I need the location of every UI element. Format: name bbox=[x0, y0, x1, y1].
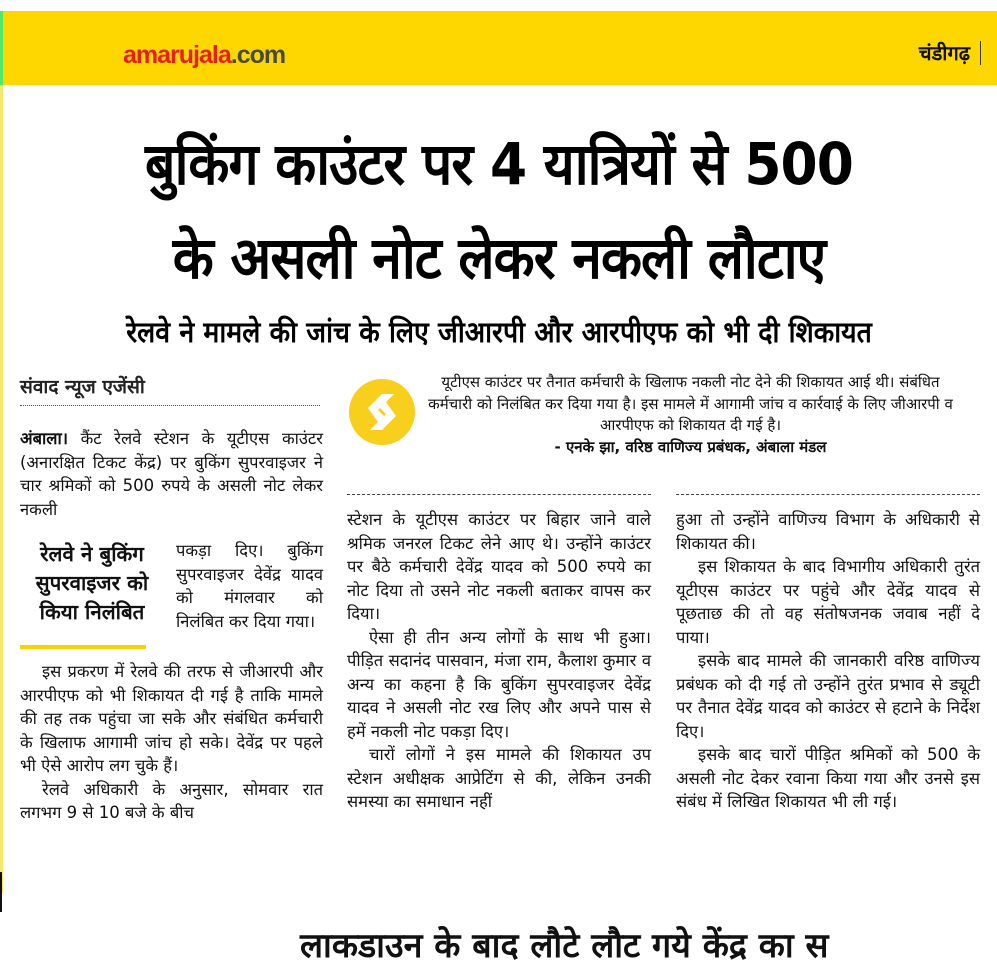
masthead-bar bbox=[0, 11, 997, 85]
site-logo[interactable] bbox=[123, 41, 285, 70]
paragraph: इसके बाद मामले की जानकारी वरिष्ठ वाणिज्य प्रबंधक को दी गई तो उन्होंने तुरंत प्रभाव से ड्यूटी पर तैनात देवेंद्र यादव को काउंटर से हटाने के निर्देश दिए। bbox=[676, 651, 980, 741]
left-margin-rule bbox=[0, 85, 3, 893]
expert-quote bbox=[428, 372, 953, 458]
byline-divider bbox=[20, 405, 320, 406]
intro-text: कैंट रेलवे स्टेशन के यूटीएस काउंटर (अनारक्षित टिकट केंद्र) पर बुकिंग सुपरवाइजर ने चार श्रमिकों को 500 रुपये के असली नोट लेकर नकली bbox=[20, 429, 323, 519]
pull-quote-box: रेलवे ने बुकिंग सुपरवाइजर को किया निलंबित bbox=[35, 542, 149, 624]
column-2 bbox=[347, 508, 651, 814]
column-3 bbox=[676, 508, 980, 814]
next-article-headline: लाकडाउन के बाद लौटे लौट गये केंद्र का स bbox=[300, 926, 829, 966]
column-1-intro bbox=[20, 427, 323, 521]
paragraph: इसके बाद चारों पीड़ित श्रमिकों को 500 के असली नोट देकर रवाना किया गया और उनसे इस संबंध में लिखित शिकायत भी ली गई। bbox=[676, 745, 980, 811]
paragraph: स्टेशन के यूटीएस काउंटर पर बिहार जाने वाले श्रमिक जनरल टिकट लेने आए थे। उन्होंने काउंटर पर बैठे कर्मचारी देवेंद्र यादव को 500 रुपये का नोट दिया तो उसने नोट नकली बताकर वापस कर दिया। bbox=[347, 510, 651, 623]
column-2-divider bbox=[347, 494, 651, 495]
column-1-beside-pull bbox=[176, 539, 323, 633]
edition-label: चंडीगढ़ bbox=[919, 41, 981, 65]
subheadline: रेलवे ने मामले की जांच के लिए जीआरपी और आरपीएफ को भी दी शिकायत bbox=[126, 315, 872, 349]
logo-text: amarujala bbox=[123, 41, 231, 69]
dateline: अंबाला। bbox=[20, 429, 69, 448]
quote-logo-icon bbox=[348, 378, 416, 446]
paragraph: इस शिकायत के बाद विभागीय अधिकारी तुरंत यूटीएस काउंटर पर पहुंचे और देवेंद्र यादव से पूछताछ की तो वह संतोषजनक जवाब नहीं दे पाया। bbox=[676, 557, 980, 647]
paragraph: इस प्रकरण में रेलवे की तरफ से जीआरपी और आरपीएफ को भी शिकायत दी गई है ताकि मामले की तह तक पहुंचा जा सके और संबंधित कर्मचारी के खिलाफ आगामी जांच हो सके। देवेंद्र पर पहले भी ऐसे आरोप लग चुके हैं। bbox=[20, 662, 323, 775]
quote-attribution: - एनके झा, वरिष्ठ वाणिज्य प्रबंधक, अंबाला मंडल bbox=[554, 437, 827, 456]
column-1-continued bbox=[20, 660, 323, 825]
paragraph: ऐसा ही तीन अन्य लोगों के साथ भी हुआ। पीड़ित सदानंद पासवान, मंजा राम, कैलाश कुमार व अन्य का कहना है कि बुकिंग सुपरवाइजर देवेंद्र यादव ने असली नोट रख लिए और अपने पास से हमें नकली नोट पकड़ा दिए। bbox=[347, 627, 651, 741]
headline-line-2: के असली नोट लेकर नकली लौटाए bbox=[172, 224, 826, 292]
paragraph: रेलवे अधिकारी के अनुसार, सोमवार रात लगभग 9 से 10 बजे के बीच bbox=[20, 779, 323, 822]
paragraph: हुआ तो उन्होंने वाणिज्य विभाग के अधिकारी से शिकायत की। bbox=[676, 510, 980, 553]
byline: संवाद न्यूज एजेंसी bbox=[20, 376, 145, 398]
pull-quote-underline bbox=[20, 645, 146, 649]
column-3-divider bbox=[676, 494, 980, 495]
quote-text: यूटीएस काउंटर पर तैनात कर्मचारी के खिलाफ नकली नोट देने की शिकायत आई थी। संबंधित कर्मचारी को निलंबित कर दिया गया है। इस मामले में आगामी जांच व कार्रवाई के लिए जीआरपी व आरपीएफ को शिकायत दी गई है। bbox=[428, 373, 953, 434]
paragraph: चारों लोगों ने इस मामले की शिकायत उप स्टेशन अधीक्षक आप्रेटिंग से की, लेकिन उनकी समस्या का समाधान नहीं bbox=[347, 745, 651, 811]
left-margin-rule-dark bbox=[0, 872, 2, 912]
paragraph: पकड़ा दिए। बुकिंग सुपरवाइजर देवेंद्र यादव को मंगलवार को निलंबित कर दिया गया। bbox=[176, 541, 323, 631]
headline-line-1: बुकिंग काउंटर पर 4 यात्रियों से 500 bbox=[145, 130, 853, 198]
logo-suffix: .com bbox=[230, 41, 286, 69]
